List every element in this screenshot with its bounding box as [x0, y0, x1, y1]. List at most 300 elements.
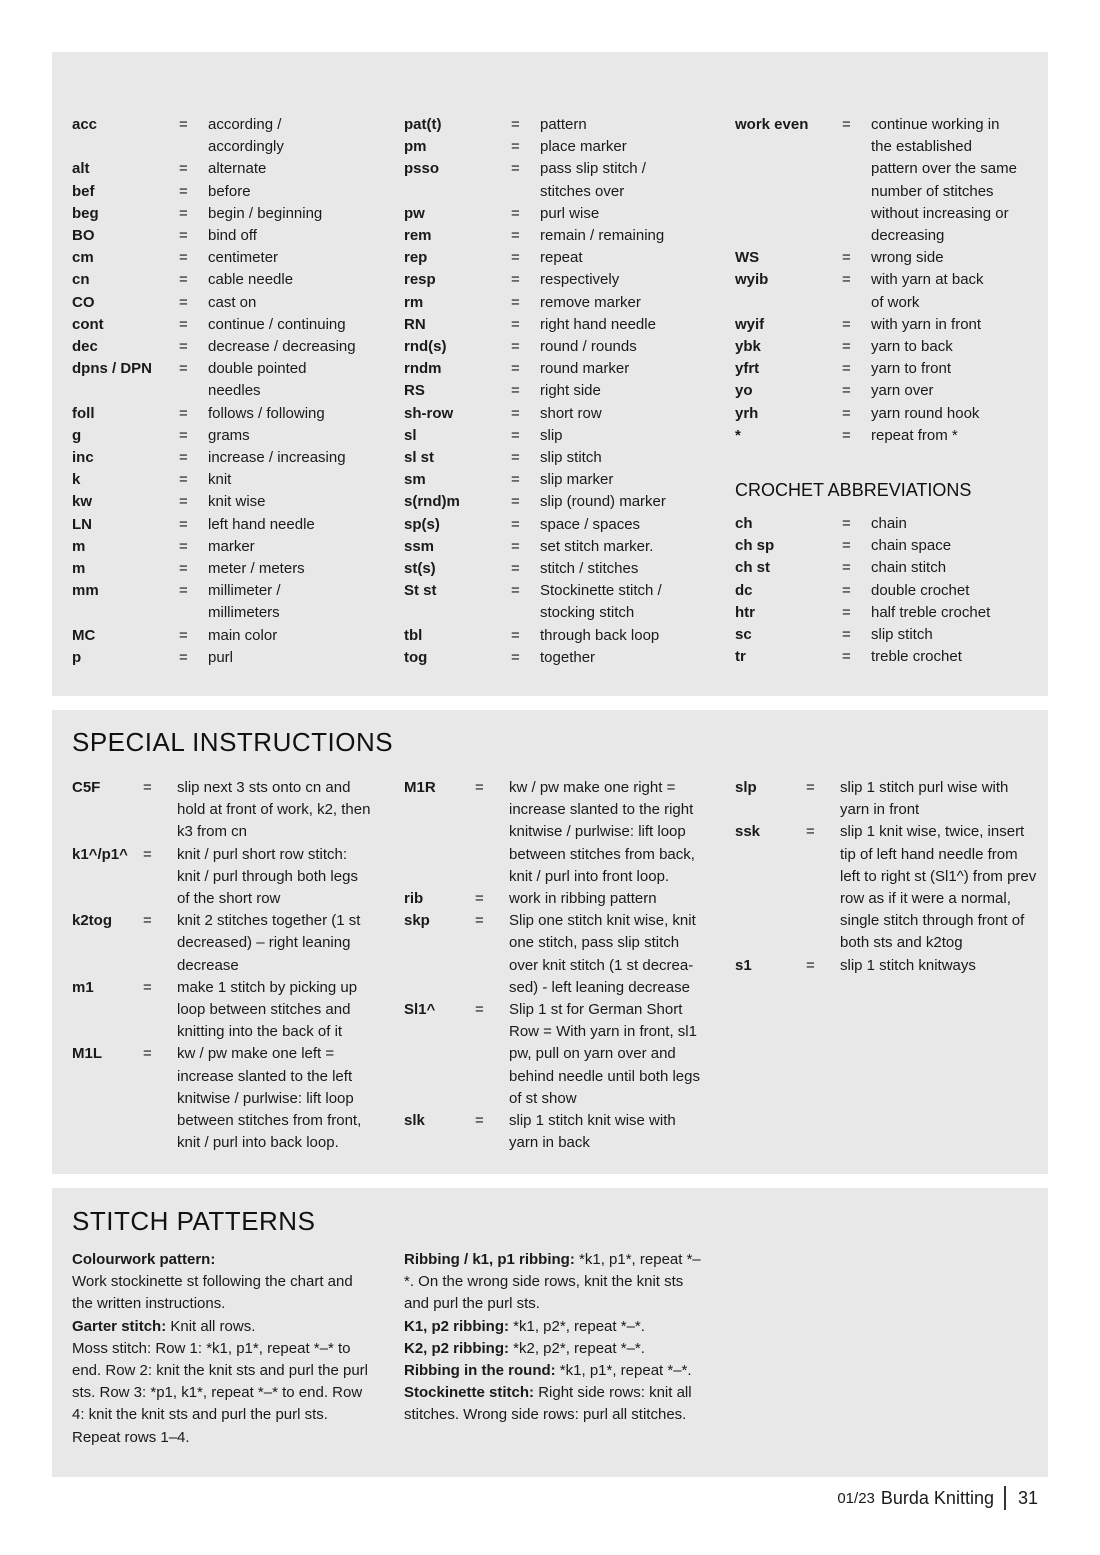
stockinette-label: Stockinette stitch:	[404, 1384, 535, 1402]
abbreviation-entry	[404, 380, 724, 402]
equals-sign: =	[179, 648, 188, 666]
abbreviation-definition: follows / following	[208, 404, 325, 422]
abbreviation-term: k1^/p1^	[72, 845, 128, 863]
colourwork-label: Colourwork pattern:	[72, 1251, 216, 1268]
abbreviation-definition: cable needle	[208, 271, 294, 289]
abbreviation-entry	[735, 314, 1055, 336]
abbreviation-term: g	[72, 426, 82, 444]
abbreviation-definition: knit wise	[208, 493, 266, 511]
abbreviation-entry	[735, 557, 1055, 579]
equals-sign: =	[179, 227, 188, 245]
equals-sign	[475, 799, 509, 821]
abbreviation-term: slk	[404, 1112, 425, 1130]
abbreviation-entry	[404, 136, 724, 158]
equals-sign	[143, 866, 177, 888]
abbreviation-term: BO	[72, 227, 95, 245]
equals-sign: =	[179, 271, 188, 289]
abbreviation-definition: yarn round hook	[871, 404, 980, 422]
abbreviation-entry	[72, 403, 392, 425]
special-col-3	[735, 777, 1040, 977]
abbreviation-term: ch	[735, 515, 753, 532]
abbreviation-definition: centimeter	[208, 249, 279, 267]
abbreviation-term: sh-row	[404, 404, 454, 422]
abbreviation-definition: kw / pw make one left =	[177, 1045, 335, 1063]
abbreviation-definition: marker	[208, 537, 255, 555]
stitch-patterns-heading: STITCH PATTERNS	[72, 1206, 316, 1236]
equals-sign: =	[842, 360, 851, 378]
abbreviation-term	[735, 888, 806, 910]
abbreviation-definition: continue working in	[871, 116, 1000, 133]
abbreviation-term	[72, 1110, 143, 1132]
abbreviation-term	[72, 1088, 143, 1110]
equals-sign: =	[475, 1001, 484, 1019]
abbreviation-term	[735, 932, 806, 954]
abbreviation-term	[404, 799, 475, 821]
abbreviation-entry	[72, 910, 392, 977]
abbreviation-definition: pattern	[540, 116, 587, 133]
abbreviation-definition: make 1 stitch by picking up	[177, 978, 358, 996]
equals-sign: =	[511, 138, 520, 156]
abbreviation-term	[72, 888, 143, 910]
abbreviation-definition: slip marker	[540, 471, 614, 489]
ribbing-round-label: Ribbing in the round:	[404, 1362, 556, 1380]
abbreviation-entry	[735, 269, 1055, 313]
abbreviation-definition: left hand needle	[208, 515, 315, 533]
ribbing-label: Ribbing / k1, p1 ribbing:	[404, 1251, 575, 1268]
abbreviation-term: MC	[72, 626, 96, 644]
abbreviation-definition: k3 from cn	[177, 823, 248, 841]
abbreviation-definition: increase slanted to the left	[177, 1067, 353, 1085]
abbreviation-term: St st	[404, 582, 437, 600]
equals-sign	[806, 932, 840, 954]
abbreviation-entry	[404, 114, 724, 136]
equals-sign	[143, 1021, 177, 1043]
abbreviation-definition: of st show	[509, 1089, 577, 1107]
abbreviation-definition: between stitches from front,	[177, 1112, 362, 1130]
equals-sign: =	[179, 338, 188, 356]
abbreviation-definition: slip 1 stitch knit wise with	[509, 1112, 676, 1130]
abbreviation-entry	[735, 425, 1055, 447]
abbreviation-entry	[72, 269, 392, 291]
abbreviation-definition: stitch / stitches	[540, 560, 639, 578]
abbreviation-definition: needles	[208, 382, 261, 400]
abbreviation-definition: bind off	[208, 227, 257, 245]
equals-sign: =	[842, 315, 851, 333]
abbreviation-term	[404, 932, 475, 954]
abbreviation-entry	[404, 491, 724, 513]
abbreviation-entry	[735, 380, 1055, 402]
abbreviation-definition: kw / pw make one right =	[509, 779, 676, 796]
abbreviation-term: ybk	[735, 338, 761, 356]
abbreviation-term: WS	[735, 249, 760, 267]
abbreviation-term: m1	[72, 978, 94, 996]
abbreviation-entry	[72, 469, 392, 491]
abbreviation-definition: yarn in front	[840, 801, 920, 819]
abbreviation-term	[404, 1043, 475, 1065]
equals-sign: =	[179, 404, 188, 422]
abbreviation-definition: Slip 1 st for German Short	[509, 1001, 683, 1019]
abbreviation-term	[72, 999, 143, 1021]
equals-sign	[143, 999, 177, 1021]
abbreviation-term: work even	[735, 116, 809, 133]
abbreviation-definition: respectively	[540, 271, 620, 289]
abbreviation-entry	[404, 1110, 724, 1154]
abbreviation-term: dec	[72, 338, 98, 356]
abbreviation-term: cont	[72, 315, 104, 333]
k1p2-label: K1, p2 ribbing:	[404, 1317, 509, 1335]
equals-sign: =	[179, 293, 188, 311]
equals-sign: =	[511, 537, 520, 555]
abbreviation-entry	[735, 602, 1055, 624]
abbreviation-entry	[72, 647, 392, 669]
abbreviation-definition: chain	[871, 515, 907, 532]
equals-sign	[806, 799, 840, 821]
abbreviation-definition: number of stitches	[871, 182, 994, 200]
equals-sign: =	[806, 779, 815, 796]
abbreviation-term: sp(s)	[404, 515, 440, 533]
abbreviation-term: Sl1^	[404, 1001, 436, 1019]
abbreviation-term	[72, 136, 179, 158]
abbreviation-entry	[404, 647, 724, 669]
abbreviation-definition: increase / increasing	[208, 449, 346, 467]
abbreviation-definition: slip stitch	[540, 449, 602, 467]
abbreviation-definition: pw, pull on yarn over and	[509, 1045, 676, 1063]
abbreviation-term: cm	[72, 249, 94, 267]
abbreviation-definition: knitwise / purlwise: lift loop	[177, 1089, 354, 1107]
colourwork-text: Work stockinette st following the chart and the written instructions.	[72, 1273, 353, 1313]
abbreviation-definition: slip 1 knit wise, twice, insert	[840, 823, 1025, 841]
abbreviation-entry	[72, 447, 392, 469]
abbreviation-definition: through back loop	[540, 626, 660, 644]
equals-sign	[842, 203, 871, 225]
abbreviation-entry	[735, 513, 1055, 535]
abbreviation-entry	[404, 269, 724, 291]
equals-sign: =	[179, 182, 188, 200]
abbreviation-entry	[735, 403, 1055, 425]
equals-sign: =	[511, 382, 520, 400]
equals-sign: =	[842, 249, 851, 267]
abbreviation-term	[72, 380, 179, 402]
equals-sign: =	[511, 160, 520, 178]
abbreviation-term: st(s)	[404, 560, 436, 578]
abbreviation-entry	[404, 625, 724, 647]
abbreviation-definition: yarn to back	[871, 338, 953, 356]
abbreviation-term: htr	[735, 603, 755, 621]
equals-sign	[143, 955, 177, 977]
abbreviation-definition: with yarn in front	[871, 315, 982, 333]
equals-sign: =	[475, 1112, 484, 1130]
equals-sign	[842, 225, 871, 247]
abbreviation-term: rnd(s)	[404, 338, 447, 356]
equals-sign	[806, 910, 840, 932]
abbreviation-term: skp	[404, 912, 430, 930]
abbreviation-entry	[72, 225, 392, 247]
abbreviation-definition: yarn to front	[871, 360, 952, 378]
abbreviation-term: sl st	[404, 449, 435, 467]
moss-text: Moss stitch: Row 1: *k1, p1*, repeat *–* to end. Row 2: knit the knit sts and purl the purl sts. Row 3: *p1, k1*, repeat *–* to end. Row 4: knit the knit sts and purl the purl sts. Repeat rows 1–4.	[72, 1339, 368, 1446]
equals-sign: =	[842, 648, 851, 666]
abbreviation-definition: slip	[540, 426, 563, 444]
equals-sign: =	[511, 271, 520, 289]
equals-sign: =	[511, 116, 520, 133]
abbreviation-term: m	[72, 537, 86, 555]
abbreviation-term	[735, 158, 842, 180]
equals-sign: =	[511, 626, 520, 644]
abbreviation-term: pm	[404, 138, 427, 156]
abbreviation-entry	[735, 646, 1055, 668]
equals-sign	[511, 602, 540, 624]
equals-sign: =	[511, 338, 520, 356]
equals-sign: =	[511, 648, 520, 666]
abbreviation-entry	[72, 625, 392, 647]
abbreviation-definition: cast on	[208, 293, 257, 311]
equals-sign: =	[179, 493, 188, 511]
abbreviation-term: k	[72, 471, 81, 489]
abbreviation-term: M1R	[404, 779, 436, 796]
abbreviation-definition: accordingly	[208, 138, 284, 156]
abbreviation-term: rm	[404, 293, 424, 311]
abbreviation-term: ch sp	[735, 537, 775, 555]
abbreviation-definition: yarn in back	[509, 1134, 590, 1152]
equals-sign: =	[842, 426, 851, 444]
abbreviation-term: rep	[404, 249, 428, 267]
stockinette-text: Right side rows: knit all stitches. Wrong side rows: purl all stitches.	[404, 1384, 692, 1424]
abbreviation-definition: tip of left hand needle from	[840, 845, 1018, 863]
equals-sign: =	[806, 823, 815, 841]
abbreviation-definition: behind needle until both legs	[509, 1067, 700, 1085]
equals-sign: =	[511, 560, 520, 578]
abbreviation-definition: knit	[208, 471, 232, 489]
abbreviation-entry	[404, 514, 724, 536]
equals-sign: =	[179, 626, 188, 644]
abbreviation-term: ssm	[404, 537, 435, 555]
abbreviation-definition: knit / purl short row stitch:	[177, 845, 348, 863]
abbreviation-term	[404, 602, 511, 624]
abbreviation-definition: over knit stitch (1 st decrea-	[509, 956, 694, 974]
abbreviation-definition: double pointed	[208, 360, 307, 378]
abbreviation-definition: loop between stitches and	[177, 1001, 351, 1019]
abbreviation-term: slp	[735, 779, 757, 796]
abbreviation-definition: decreasing	[871, 227, 945, 245]
equals-sign: =	[511, 515, 520, 533]
equals-sign: =	[179, 515, 188, 533]
abbreviation-term	[404, 1066, 475, 1088]
abbreviation-entry	[404, 999, 724, 1110]
special-col-1	[72, 777, 392, 1154]
abbreviation-term	[404, 1021, 475, 1043]
equals-sign: =	[179, 582, 188, 600]
abbreviation-definition: hold at front of work, k2, then	[177, 801, 371, 819]
abbreviation-term: RS	[404, 382, 425, 400]
abbreviation-definition: purl	[208, 648, 234, 666]
equals-sign: =	[806, 956, 815, 974]
abbreviation-term: *	[735, 426, 741, 444]
abbreviation-term	[735, 136, 842, 158]
abbreviation-term: ssk	[735, 823, 761, 841]
abbreviation-entry	[72, 425, 392, 447]
abbreviation-term: alt	[72, 160, 90, 178]
abbreviation-definition: according /	[208, 116, 282, 133]
abbreviation-definition: knit / purl into back loop.	[177, 1134, 339, 1152]
abbreviation-definition: between stitches from back,	[509, 845, 695, 863]
abbreviation-term: RN	[404, 315, 426, 333]
abbreviation-entry	[72, 358, 392, 402]
abbreviation-definition: wrong side	[871, 249, 944, 267]
abbreviation-term: tr	[735, 648, 746, 666]
abbreviation-definition: Stockinette stitch /	[540, 582, 662, 600]
abbreviation-term: acc	[72, 116, 98, 133]
equals-sign	[143, 888, 177, 910]
abbreviation-term: beg	[72, 204, 99, 222]
abbreviation-entry	[735, 336, 1055, 358]
equals-sign: =	[511, 449, 520, 467]
equals-sign	[475, 866, 509, 888]
abbreviation-term: p	[72, 648, 82, 666]
equals-sign: =	[143, 845, 152, 863]
equals-sign: =	[179, 160, 188, 178]
abbreviation-definition: knitting into the back of it	[177, 1023, 343, 1041]
abbreviation-definition: without increasing or	[871, 204, 1009, 222]
k2p2-label: K2, p2 ribbing:	[404, 1339, 509, 1357]
equals-sign: =	[511, 360, 520, 378]
abbreviation-definition: both sts and k2tog	[840, 934, 963, 952]
abbreviation-term	[72, 1132, 143, 1154]
equals-sign	[143, 1066, 177, 1088]
abbreviation-term	[72, 799, 143, 821]
abbreviations-col-1	[72, 114, 392, 669]
abbreviation-term	[404, 181, 511, 203]
abbreviation-term: tbl	[404, 626, 423, 644]
abbreviation-entry	[72, 844, 392, 911]
abbreviation-definition: increase slanted to the right	[509, 801, 694, 819]
abbreviation-entry	[72, 292, 392, 314]
abbreviation-definition: grams	[208, 426, 250, 444]
abbreviation-entry	[735, 624, 1055, 646]
abbreviation-definition: knitwise / purlwise: lift loop	[509, 823, 686, 841]
abbreviation-definition: repeat from *	[871, 426, 958, 444]
abbreviation-term: rib	[404, 890, 424, 908]
abbreviation-term	[735, 910, 806, 932]
equals-sign	[143, 1088, 177, 1110]
equals-sign: =	[179, 249, 188, 267]
equals-sign	[842, 136, 871, 158]
equals-sign: =	[842, 271, 851, 289]
abbreviation-definition: chain stitch	[871, 559, 947, 577]
abbreviation-definition: space / spaces	[540, 515, 641, 533]
k1p2-text: *k1, p2*, repeat *–*.	[509, 1317, 645, 1335]
abbreviation-term	[72, 602, 179, 624]
abbreviation-entry	[404, 888, 724, 910]
equals-sign	[475, 1043, 509, 1065]
abbreviation-term	[735, 292, 842, 314]
abbreviation-term	[404, 1132, 475, 1154]
equals-sign	[475, 932, 509, 954]
abbreviation-entry	[72, 181, 392, 203]
stitch-patterns-col-1	[72, 1249, 372, 1449]
equals-sign: =	[143, 978, 152, 996]
abbreviation-entry	[404, 336, 724, 358]
abbreviation-definition: row as if it were a normal,	[840, 890, 1011, 908]
page-footer	[837, 1484, 1038, 1512]
equals-sign: =	[179, 426, 188, 444]
abbreviation-term	[735, 799, 806, 821]
equals-sign: =	[143, 912, 152, 930]
abbreviation-term: rndm	[404, 360, 442, 378]
equals-sign: =	[511, 315, 520, 333]
abbreviation-term: bef	[72, 182, 95, 200]
abbreviation-entry	[72, 247, 392, 269]
equals-sign	[143, 821, 177, 843]
abbreviation-definition: alternate	[208, 160, 267, 178]
abbreviation-term: dc	[735, 581, 753, 599]
garter-label: Garter stitch:	[72, 1317, 167, 1335]
abbreviation-definition: slip 1 stitch knitways	[840, 956, 976, 974]
abbreviation-definition: before	[208, 182, 251, 200]
abbreviations-col-2	[404, 114, 724, 669]
abbreviation-term: CO	[72, 293, 95, 311]
equals-sign: =	[143, 1045, 152, 1063]
equals-sign: =	[511, 204, 520, 222]
abbreviation-entry	[72, 777, 392, 844]
abbreviation-term: mm	[72, 582, 99, 600]
abbreviation-definition: slip stitch	[871, 626, 933, 644]
abbreviation-entry	[72, 114, 392, 158]
abbreviation-term: rem	[404, 227, 432, 245]
abbreviation-entry	[404, 425, 724, 447]
equals-sign: =	[842, 116, 851, 133]
equals-sign: =	[511, 249, 520, 267]
abbreviation-term: yrh	[735, 404, 759, 422]
abbreviation-definition: pass slip stitch /	[540, 160, 646, 178]
abbreviation-term	[735, 866, 806, 888]
abbreviation-entry	[72, 514, 392, 536]
crochet-abbreviations-heading: CROCHET ABBREVIATIONS	[735, 480, 972, 500]
abbreviation-term: inc	[72, 449, 94, 467]
equals-sign	[475, 844, 509, 866]
equals-sign	[806, 866, 840, 888]
abbreviation-term	[404, 844, 475, 866]
abbreviation-term	[735, 203, 842, 225]
abbreviation-definition: of work	[871, 293, 920, 311]
equals-sign: =	[511, 293, 520, 311]
abbreviation-term: pat(t)	[404, 116, 442, 133]
equals-sign: =	[511, 404, 520, 422]
abbreviation-entry	[735, 821, 1040, 954]
abbreviation-definition: yarn over	[871, 382, 934, 400]
equals-sign: =	[842, 626, 851, 644]
abbreviation-term	[72, 821, 143, 843]
equals-sign	[475, 955, 509, 977]
abbreviation-entry	[404, 536, 724, 558]
special-instructions-heading: SPECIAL INSTRUCTIONS	[72, 727, 394, 757]
abbreviation-term	[404, 977, 475, 999]
abbreviation-entry	[735, 955, 1040, 977]
equals-sign: =	[842, 603, 851, 621]
abbreviation-definition: millimeter /	[208, 582, 281, 600]
abbreviation-term: sc	[735, 626, 752, 644]
equals-sign	[475, 977, 509, 999]
equals-sign: =	[842, 537, 851, 555]
abbreviation-term: cn	[72, 271, 90, 289]
abbreviation-entry	[404, 777, 724, 888]
abbreviation-entry	[735, 114, 1055, 247]
abbreviation-definition: right side	[540, 382, 601, 400]
equals-sign: =	[179, 204, 188, 222]
abbreviation-term: dpns / DPN	[72, 360, 153, 378]
abbreviation-entry	[735, 247, 1055, 269]
page-number: 31	[1017, 1487, 1038, 1508]
abbreviation-definition: together	[540, 648, 596, 666]
